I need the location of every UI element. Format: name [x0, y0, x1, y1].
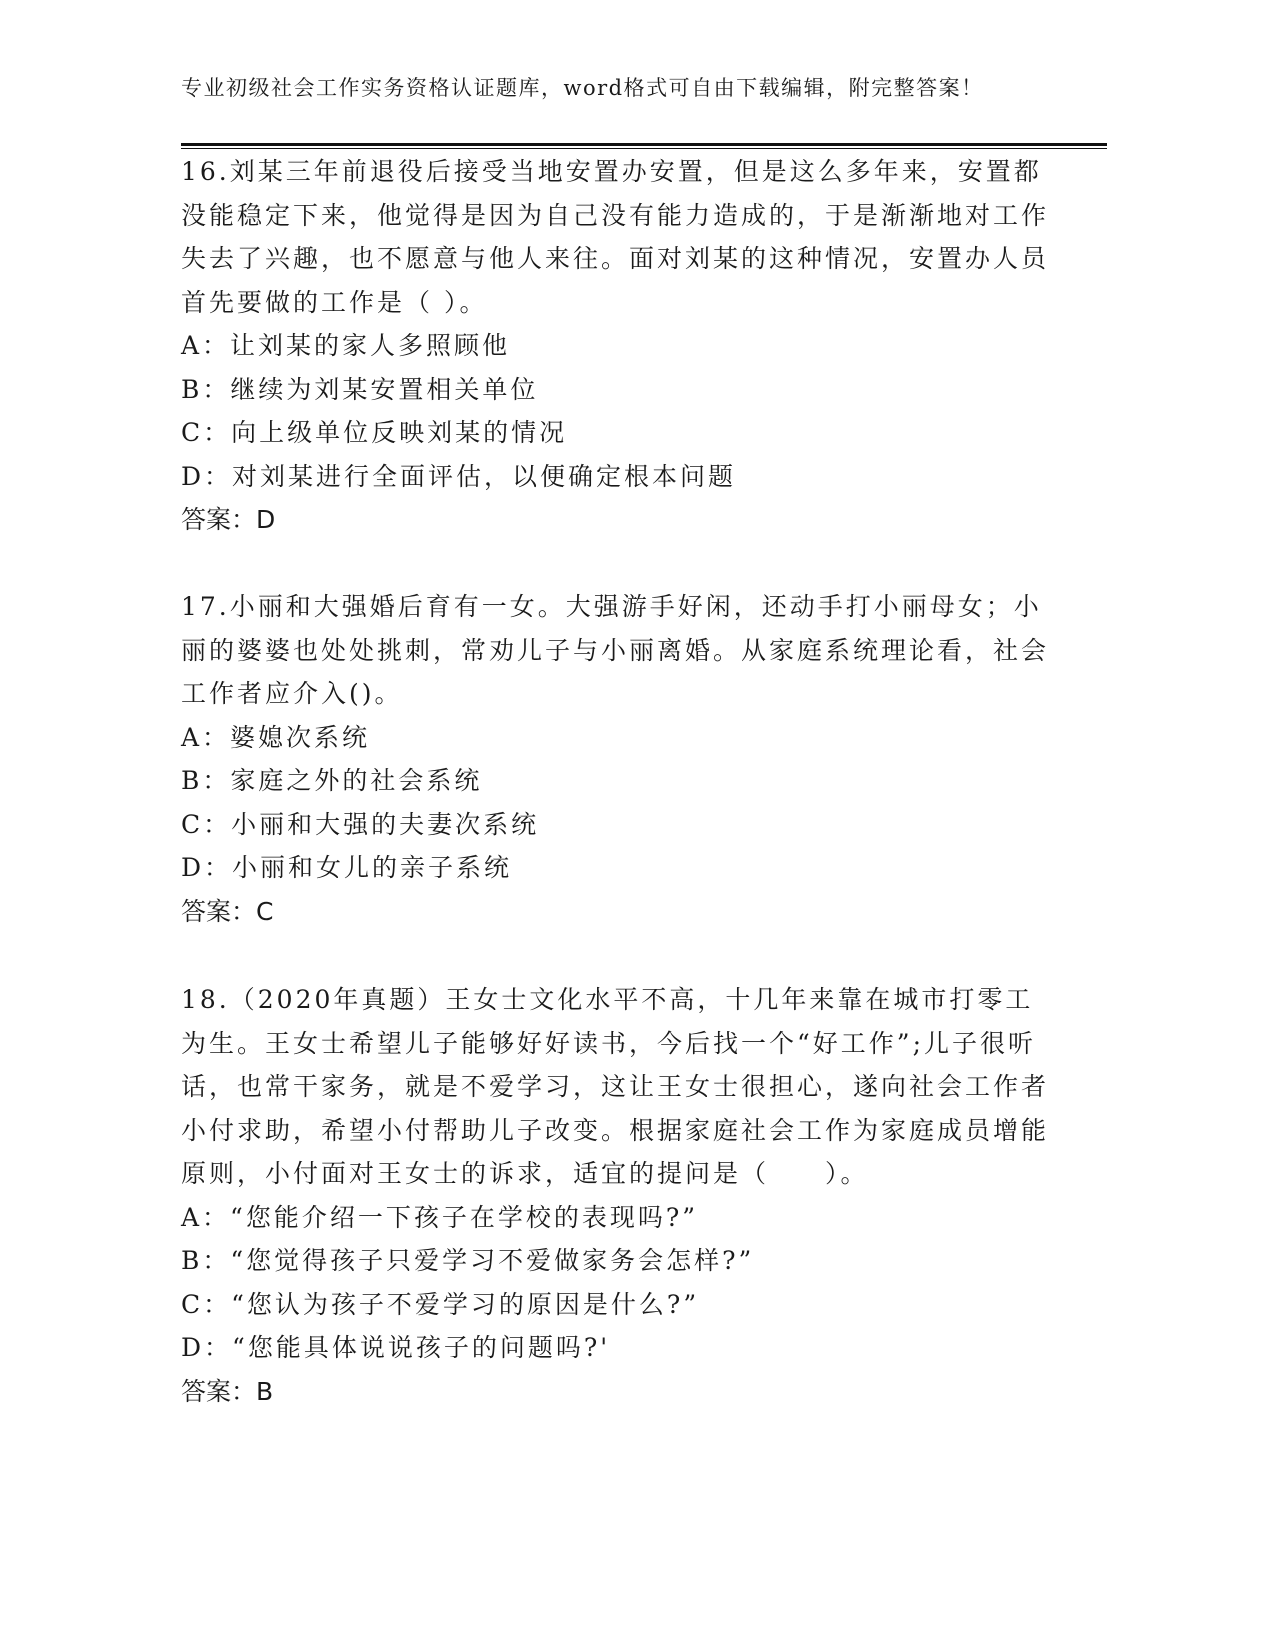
option-c: C：小丽和大强的夫妻次系统 [181, 809, 540, 839]
option-d: D：对刘某进行全面评估，以便确定根本问题 [181, 461, 737, 491]
option-a: A：婆媳次系统 [181, 722, 371, 752]
question-16 [181, 150, 1061, 542]
question-stem: 17.小丽和大强婚后育有一女。大强游手好闲，还动手打小丽母女；小丽的婆婆也处处挑刺，常劝儿子与小丽离婚。从家庭系统理论看，社会工作者应介入()。 [181, 592, 1050, 708]
header-rule-thick [181, 143, 1107, 146]
question-stem: 16.刘某三年前退役后接受当地安置办安置，但是这么多年来，安置都没能稳定下来，他觉得是因为自己没有能力造成的，于是渐渐地对工作失去了兴趣，也不愿意与他人来往。面对刘某的这种情况，安置办人员首先要做的工作是（ ）。 [181, 157, 1050, 317]
answer: 答案：D [181, 505, 276, 534]
question-stem: 18.（2020年真题）王女士文化水平不高，十几年来靠在城市打零工为生。王女士希望儿子能够好好读书，今后找一个“好工作”;儿子很听话，也常干家务，就是不爱学习，这让王女士很担心，遂向社会工作者小付求助，希望小付帮助儿子改变。根据家庭社会工作为家庭成员增能原则，小付面对王女士的诉求，适宜的提问是（ ）。 [181, 985, 1050, 1188]
header-rule-thin [181, 148, 1107, 149]
option-b: B：“您觉得孩子只爱学习不爱做家务会怎样?” [181, 1246, 755, 1275]
question-18 [181, 978, 1061, 1413]
page-header: 专业初级社会工作实务资格认证题库，word格式可自由下载编辑，附完整答案！ [181, 76, 984, 100]
option-a: A：让刘某的家人多照顾他 [181, 331, 511, 360]
option-d: D：“您能具体说说孩子的问题吗?' [181, 1333, 611, 1362]
option-b: B：家庭之外的社会系统 [181, 766, 483, 795]
question-17 [181, 585, 1061, 933]
option-b: B：继续为刘某安置相关单位 [181, 374, 539, 404]
answer: 答案：C [181, 896, 274, 926]
option-c: C：“您认为孩子不爱学习的原因是什么?” [181, 1289, 700, 1319]
option-c: C：向上级单位反映刘某的情况 [181, 418, 568, 447]
option-d: D：小丽和女儿的亲子系统 [181, 853, 513, 882]
answer: 答案：B [181, 1376, 274, 1406]
option-a: A：“您能介绍一下孩子在学校的表现吗?” [181, 1202, 699, 1232]
